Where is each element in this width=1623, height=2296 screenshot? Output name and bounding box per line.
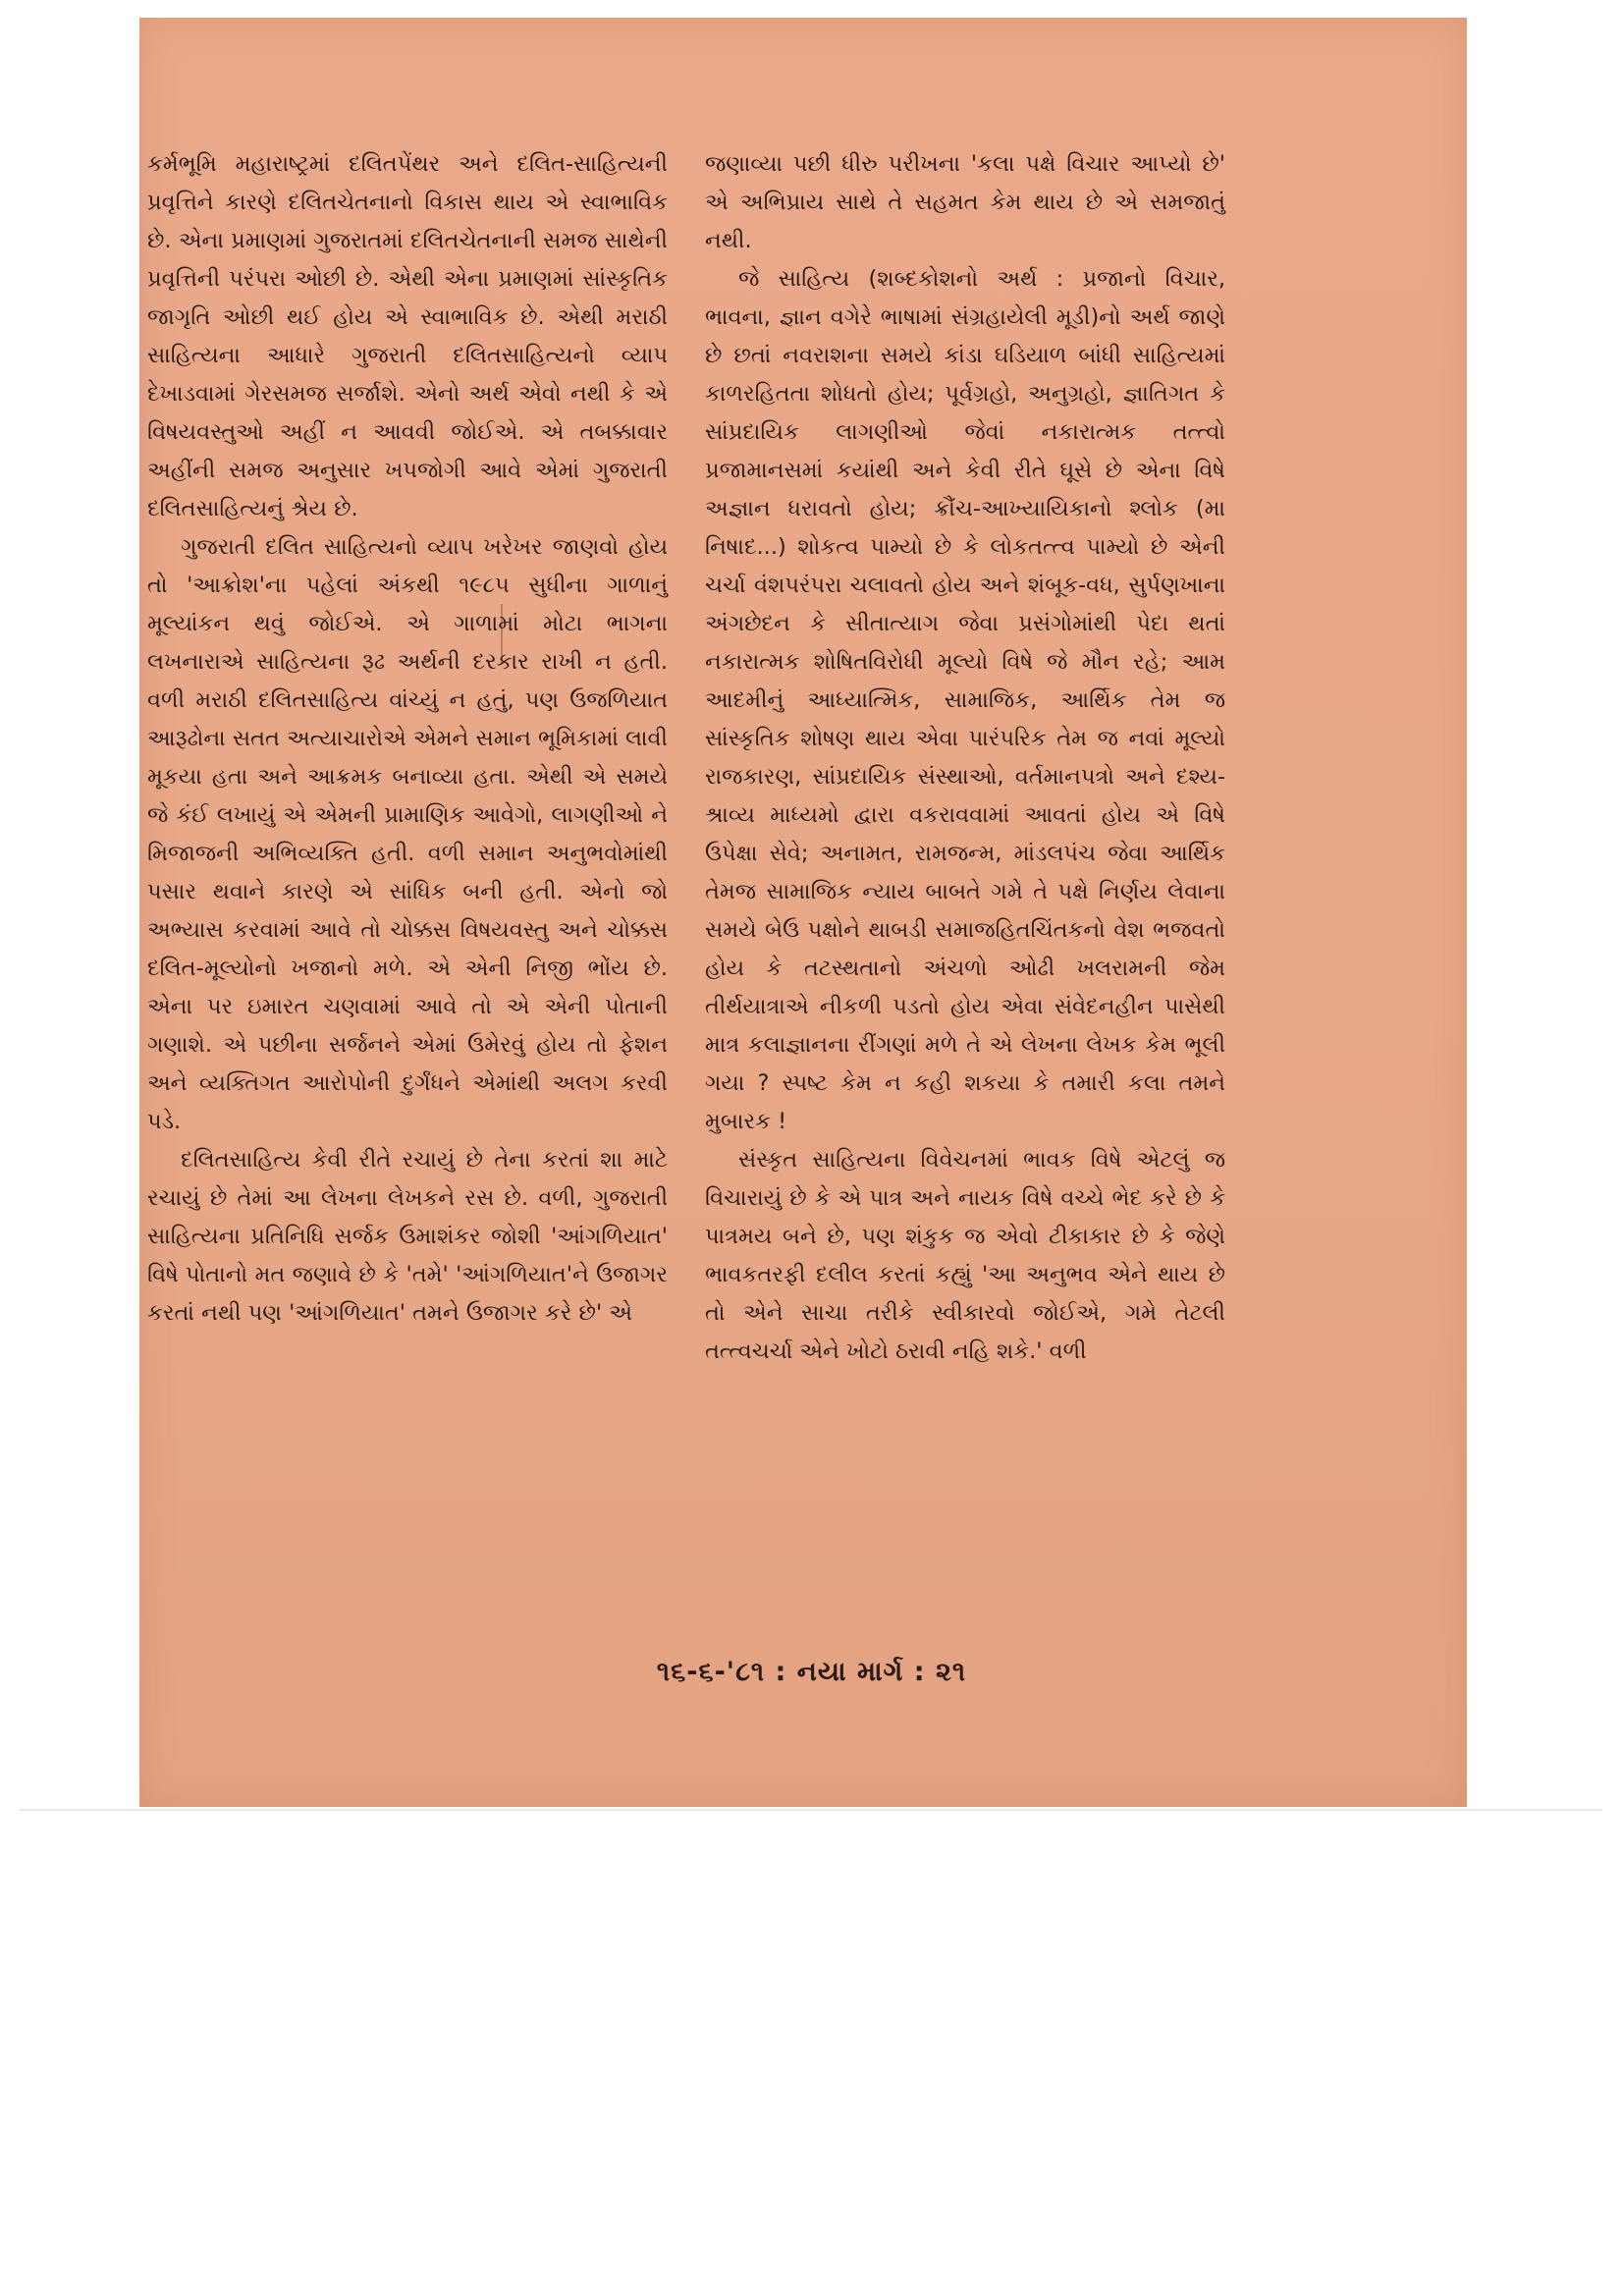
paragraph: ગુજરાતી દલિત સાહિત્યનો વ્યાપ ખરેખર જાણવો હોય તો 'આક્રોશ'ના પહેલાં અંકથી ૧૯૮૫ સુધીના ગાળાનું મૂલ્યાંકન થવું જોઈએ. એ ગાળામાં મોટા ભાગના લખનારાએ સાહિત્યના રૂઢ અર્થની દરકાર રાખી ન હતી. વળી મરાઠી દલિતસાહિત્ય વાંચ્યું ન હતું, પણ ઉજળિયાત આરૂઢોના સતત અત્યાચારોએ એમને સમાન ભૂમિકામાં લાવી મૂકયા હતા અને આક્રમક બનાવ્યા હતા. એથી એ સમયે જે કંઈ લખાયું એ એમની પ્રામાણિક આવેગો, લાગણીઓ ને મિજાજની અભિવ્યક્તિ હતી. વળી સમાન અનુભવોમાંથી પસાર થવાને કારણે એ સાંધિક બની હતી. એનો જો અભ્યાસ કરવામાં આવે તો ચોક્કસ વિષયવસ્તુ અને ચોક્કસ દલિત-મૂલ્યોનો ખજાનો મળે. એ એની નિજી ભોંય છે. એના પર ઇમારત ચણવામાં આવે તો એ એની પોતાની ગણાશે. એ પછીના સર્જનને એમાં ઉમેરવું હોય તો ફેશન અને વ્યક્તિગત આરોપોની દુર્ગંધને એમાંથી અલગ કરવી પડે.: [147, 534, 668, 1134]
paragraph: જે સાહિત્ય (શબ્દકોશનો અર્થ : પ્રજાનો વિચાર, ભાવના, જ્ઞાન વગેરે ભાષામાં સંગ્રહાયેલી મૂડી)નો અર્થ જાણે છે છતાં નવરાશના સમયે કાંડા ઘડિયાળ બાંધી સાહિત્યમાં કાળરહિતતા શોધતો હોય; પૂર્વગ્રહો, અનુગ્રહો, જ્ઞાતિગત કે સાંપ્રદાયિક લાગણીઓ જેવાં નકારાત્મક તત્ત્વો પ્રજામાનસમાં કયાંથી અને કેવી રીતે ઘૂસે છે એના વિષે અજ્ઞાન ધરાવતો હોય; ક્રૌંચ-આખ્યાયિકાનો શ્લોક (મા નિષાદ...) શોકત્વ પામ્યો છે કે લોકતત્ત્વ પામ્યો છે એની ચર્ચા વંશપરંપરા ચલાવતો હોય અને શંબૂક-વધ, સુર્પણખાના અંગછેદન કે સીતાત્યાગ જેવા પ્રસંગોમાંથી પેદા થતાં નકારાત્મક શોષિતવિરોધી મૂલ્યો વિષે જે મૌન રહે; આમ આદમીનું આધ્યાત્મિક, સામાજિક, આર્થિક તેમ જ સાંસ્કૃતિક શોષણ થાય એવા પારંપરિક તેમ જ નવાં મૂલ્યો રાજકારણ, સાંપ્રદાયિક સંસ્થાઓ, વર્તમાનપત્રો અને દશ્ય-શ્રાવ્ય માધ્યમો દ્વારા વકરાવવામાં આવતાં હોય એ વિષે ઉપેક્ષા સેવે; અનામત, રામજન્મ, માંડલપંચ જેવા આર્થિક તેમજ સામાજિક ન્યાય બાબતે ગમે તે પક્ષે નિર્ણય લેવાના સમયે બેઉ પક્ષોને થાબડી સમાજહિતચિંતકનો વેશ ભજવતો હોય કે તટસ્થતાનો અંચળો ઓઢી ખલરામની જેમ તીર્થયાત્રાએ નીકળી પડતો હોય એવા સંવેદનહીન પાસેથી માત્ર કલાજ્ઞાનના રીંગણાં મળે તે એ લેખના લેખક કેમ ભૂલી ગયા ? સ્પષ્ટ કેમ ન કહી શકયા કે તમારી કલા તમને મુબારક !: [705, 266, 1225, 1134]
left-text-column: [147, 145, 668, 1333]
fold-mark: [501, 604, 503, 663]
paragraph: જણાવ્યા પછી ધીરુ પરીખના 'કલા પક્ષે વિચાર આપ્યો છે' એ અભિપ્રાય સાથે તે સહમત કેમ થાય છે એ સમજાતું નથી.: [705, 151, 1225, 253]
page-footer: ૧૬-૬-'૮૧ : નયા માર્ગ : ૨૧: [656, 1657, 967, 1687]
paragraph: સંસ્કૃત સાહિત્યના વિવેચનમાં ભાવક વિષે એટલું જ વિચારાયું છે કે એ પાત્ર અને નાયક વિષે વચ્ચે ભેદ કરે છે કે પાત્રમય બને છે, પણ શંકુક જ એવો ટીકાકાર છે કે જેણે ભાવકતરફી દલીલ કરતાં કહ્યું 'આ અનુભવ એને થાય છે તો એને સાચા તરીકે સ્વીકારવો જોઈએ, ગમે તેટલી તત્ત્વચર્ચા એને ખોટો ઠરાવી નહિ શકે.' વળી: [705, 1147, 1225, 1364]
scan-bottom-edge: [20, 1809, 1602, 1811]
right-text-column: [705, 145, 1225, 1371]
paragraph: દલિતસાહિત્ય કેવી રીતે રચાયું છે તેના કરતાં શા માટે રચાયું છે તેમાં આ લેખના લેખકને રસ છે. વળી, ગુજરાતી સાહિત્યના પ્રતિનિધિ સર્જક ઉમાશંકર જોશી 'આંગળિયાત' વિષે પોતાનો મત જણાવે છે કે 'તમે' 'આંગળિયાત'ને ઉજાગર કરતાં નથી પણ 'આંગળિયાત' તમને ઉજાગર કરે છે' એ: [147, 1147, 668, 1326]
paragraph: કર્મભૂમિ મહારાષ્ટ્રમાં દલિતપેંથર અને દલિત-સાહિત્યની પ્રવૃત્તિને કારણે દલિતચેતનાનો વિકાસ થાય એ સ્વાભાવિક છે. એના પ્રમાણમાં ગુજરાતમાં દલિતચેતનાની સમજ સાથેની પ્રવૃત્તિની પરંપરા ઓછી છે. એથી એના પ્રમાણમાં સાંસ્કૃતિક જાગૃતિ ઓછી થઈ હોય એ સ્વાભાવિક છે. એથી મરાઠી સાહિત્યના આધારે ગુજરાતી દલિતસાહિત્યનો વ્યાપ દેખાડવામાં ગેરસમજ સર્જાશે. એનો અર્થ એવો નથી કે એ વિષયવસ્તુઓ અહીં ન આવવી જોઈએ. એ તબક્કાવાર અહીંની સમજ અનુસાર ખપજોગી આવે એમાં ગુજરાતી દલિતસાહિત્યનું શ્રેય છે.: [147, 151, 668, 521]
